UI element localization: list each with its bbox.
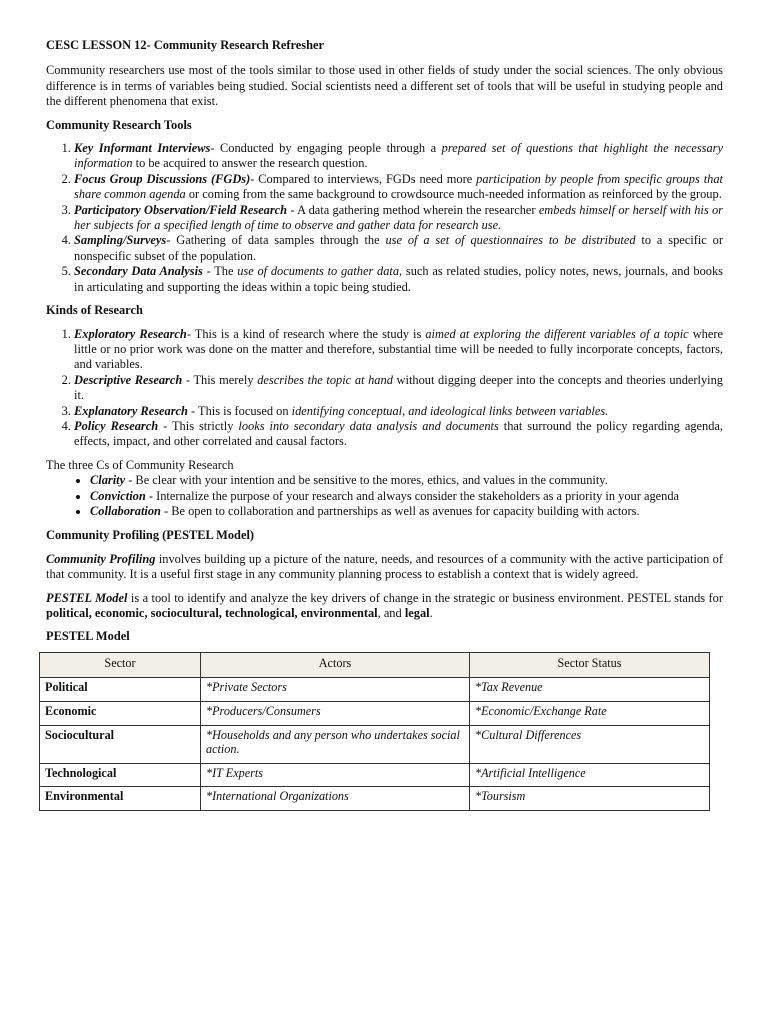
item-text: participation by people from specific groups that share common agenda [74,171,723,202]
table-row [40,702,710,726]
tools-list [46,141,723,295]
status-cell: *Tax Revenue [470,678,710,702]
item-separator: - [287,202,298,217]
kinds-heading: Kinds of Research [46,303,143,318]
item-text: This is a kind of research where the study is [194,326,426,341]
item-text: without digging deeper into the concepts and theories underlying it. [74,372,723,403]
item-text: This merely [193,372,258,387]
table-row [40,787,710,811]
profiling-paragraph [46,552,723,583]
separator: , [377,606,384,620]
pestel-political: political [46,606,89,620]
c-term: Conviction [90,488,146,503]
column-header-sector: Sector [40,652,201,678]
status-cell: *Artificial Intelligence [470,763,710,787]
pestel-environmental: environmental [300,606,378,620]
pestel-text: is a tool to identify and analyze the key drivers of change in the strategic or business environment. PESTEL stands for [127,590,723,605]
sector-cell: Political [40,678,201,702]
c-text: - Be open to collaboration and partnerships as well as avenues for capacity building with actors. [160,503,640,518]
item-text: that surround the policy regarding agenda, effects, impact, and other correlated and causal factors. [74,418,724,449]
list-item [74,373,723,404]
list-item [74,419,723,450]
item-text: A data gathering method wherein the researcher [297,202,539,217]
item-text: , such as related studies, policy notes, news, journals, and books in articulating and supporting the ideas within a topic being studied. [74,264,723,294]
actors-cell: *Private Sectors [201,678,470,702]
list-item [74,203,723,234]
pestel-term: PESTEL Model [46,590,128,605]
item-text: Compared to interviews, FGDs need more [258,171,477,186]
c-term: Clarity [90,473,126,488]
list-item [74,172,723,203]
item-term: Policy Research [74,418,159,433]
separator: , [144,606,151,620]
status-cell: *Toursism [470,787,710,811]
list-item [74,141,723,172]
list-item [74,233,723,264]
document-title: CESC LESSON 12- Community Research Refresher [46,38,324,52]
item-text: looks into secondary data analysis and documents [238,418,499,433]
table-row [40,725,710,763]
list-item [74,404,723,419]
item-text: aimed at exploring the different variables of a topic [425,326,689,341]
actors-cell: *Producers/Consumers [201,702,470,726]
item-text: This is focused on [198,403,292,418]
item-text: describes the topic at hand [257,372,393,387]
pestel-technological: technological [225,606,295,620]
item-term: Explanatory Research [74,403,188,418]
item-text: to be acquired to answer the research question. [132,156,368,171]
profiling-heading: Community Profiling (PESTEL Model) [46,528,255,543]
list-item [74,264,723,295]
item-term: Key Informant Interviews [74,141,211,156]
item-separator: - [202,264,215,279]
item-term: Exploratory Research [74,326,187,341]
item-text: This strictly [171,418,239,433]
table-heading: PESTEL Model [46,629,130,644]
kinds-list [46,327,723,450]
profiling-text: involves building up a picture of the nature, needs, and resources of a community with the active participation of that community. It is a useful first stage in any community planning process to establish a context that is widely agreed. [46,551,723,582]
status-cell: *Economic/Exchange Rate [470,702,710,726]
list-item [74,327,723,373]
profiling-term: Community Profiling [46,551,156,566]
pestel-legal: legal [404,606,430,620]
tools-heading: Community Research Tools [46,117,192,132]
item-term: Focus Group Discussions (FGDs) [74,171,251,186]
item-text: identifying conceptual, and ideological links between variables. [291,403,609,418]
intro-paragraph: Community researchers use most of the tools similar to those used in other fields of study under the social sciences. The only obvious difference is in terms of variables being studied. Social scientists need a different set of tools that will be useful in studying people and the different phenomena that exist. [46,63,723,109]
actors-cell: *International Organizations [201,787,470,811]
item-term: Secondary Data Analysis [74,264,203,279]
item-text: use of a set of questionnaires to be distributed [385,233,636,248]
item-separator: - [187,403,199,418]
separator: , [88,606,95,620]
document-page [46,38,723,811]
sector-cell: Sociocultural [40,725,201,763]
c-text: - Be clear with your intention and be sensitive to the mores, ethics, and values in the community. [125,473,608,488]
pestel-sociocultural: sociocultural [150,606,219,620]
item-text: prepared set of questions that highlight the necessary information [74,141,723,171]
item-separator: - [158,418,172,433]
column-header-actors: Actors [201,652,470,678]
pestel-paragraph [46,591,723,622]
item-text: use of documents to gather data [237,264,400,279]
separator: . [429,606,433,620]
item-separator: - [250,171,259,186]
sector-cell: Technological [40,763,201,787]
pestel-economic: economic [94,606,145,620]
list-item [90,504,723,519]
status-cell: *Cultural Differences [470,725,710,763]
item-text: Gathering of data samples through the [176,233,386,248]
table-row [40,763,710,787]
item-text: embeds himself or herself with his or her subjects for a specified length of time to observe and gather data for research use. [74,202,723,233]
c-term: Collaboration [90,503,161,518]
item-separator: - [182,372,194,387]
pestel-table [39,652,710,811]
item-text: to a specific or nonspecific subset of the population. [74,233,723,263]
item-separator: - [166,233,177,248]
item-separator: - [210,141,220,156]
sector-cell: Environmental [40,787,201,811]
three-cs-list [46,473,723,519]
item-text: The [214,264,238,279]
item-term: Participatory Observation/Field Research [74,202,288,217]
item-text: Conducted by engaging people through a [219,141,442,156]
pestel-and: and [383,606,402,620]
item-separator: - [186,326,195,341]
c-text: - Internalize the purpose of your research and always consider the stakeholders as a priority in your agenda [145,488,680,503]
list-item [90,473,723,488]
three-cs-heading: The three Cs of Community Research [46,457,234,472]
list-item [90,489,723,504]
item-text: or coming from the same background to crowdsource much-needed information as reinforced by the group. [185,187,722,202]
item-term: Sampling/Surveys [74,233,167,248]
separator: , [218,606,225,620]
item-term: Descriptive Research [74,372,183,387]
table-header-row [40,652,710,678]
separator: , [294,606,301,620]
actors-cell: *IT Experts [201,763,470,787]
table-row [40,678,710,702]
item-text: where little or no prior work was done on the matter and therefore, substantial time will be needed to fully incorporate concepts, factors, and variables. [74,326,723,372]
column-header-status: Sector Status [470,652,710,678]
actors-cell: *Households and any person who undertakes social action. [201,725,470,763]
sector-cell: Economic [40,702,201,726]
